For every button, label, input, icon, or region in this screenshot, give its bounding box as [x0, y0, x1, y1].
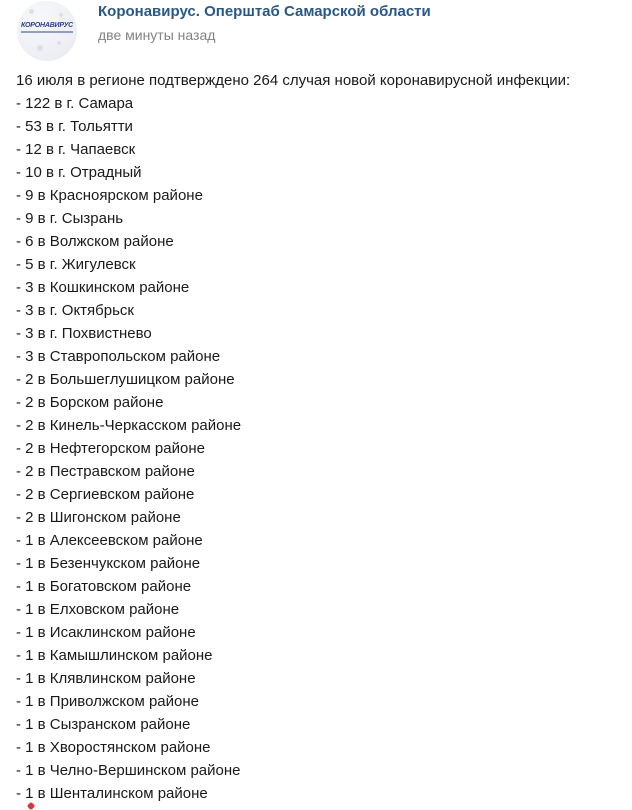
- case-list-item: - 3 в г. Октябрьск: [16, 302, 134, 319]
- case-list: [16, 92, 632, 805]
- case-list-item: - 3 в Ставропольском районе: [16, 348, 221, 365]
- case-list-item: - 1 в Безенчукском районе: [16, 555, 201, 572]
- case-list-item: - 1 в Камышлинском районе: [16, 647, 213, 664]
- case-list-item: - 2 в Большеглушицком районе: [16, 371, 235, 388]
- case-list-item: - 9 в г. Сызрань: [16, 210, 124, 227]
- avatar-decor: [29, 9, 34, 14]
- case-list-item: - 9 в Красноярском районе: [16, 187, 203, 204]
- case-list-item: - 1 в Богатовском районе: [16, 578, 192, 595]
- case-list-item: - 1 в Исаклинском районе: [16, 624, 196, 641]
- case-list-item: - 2 в Пестравском районе: [16, 463, 195, 480]
- case-list-item: - 1 в Приволжском районе: [16, 693, 199, 710]
- case-list-item: - 1 в Сызранском районе: [16, 716, 191, 733]
- case-list-item: - 10 в г. Отрадный: [16, 164, 142, 181]
- case-list-item: - 2 в Борском районе: [16, 394, 164, 411]
- case-list-item: - 1 в Клявлинском районе: [16, 670, 196, 687]
- case-list-item: - 12 в г. Чапаевск: [16, 141, 136, 158]
- case-list-item: - 3 в Кошкинском районе: [16, 279, 190, 296]
- case-list-item: - 1 в Елховском районе: [16, 601, 180, 618]
- case-list-item: - 5 в г. Жигулевск: [16, 256, 136, 273]
- case-list-item: - 53 в г. Тольятти: [16, 118, 133, 135]
- avatar[interactable]: [17, 1, 77, 61]
- avatar-decor: [57, 41, 61, 45]
- post-intro: 16 июля в регионе подтверждено 264 случая новой коронавирусной инфекции:: [16, 72, 571, 89]
- case-list-item: - 122 в г. Самара: [16, 95, 134, 112]
- avatar-logo-text: КОРОНАВИРУС: [21, 22, 73, 29]
- post-text: [16, 69, 632, 805]
- post-header: [0, 0, 632, 62]
- avatar-decor: [59, 13, 63, 17]
- case-list-item: - 2 в Шигонском районе: [16, 509, 181, 526]
- avatar-logo-subline: [21, 31, 73, 33]
- case-list-item: - 3 в г. Похвистнево: [16, 325, 152, 342]
- case-list-item: - 1 в Челно-Вершинском районе: [16, 762, 241, 779]
- case-list-item: - 2 в Нефтегорском районе: [16, 440, 205, 457]
- case-list-item: - 1 в Алексеевском районе: [16, 532, 203, 549]
- case-list-item: - 1 в Хворостянском районе: [16, 739, 211, 756]
- avatar-decor: [37, 45, 43, 51]
- post-timestamp-link[interactable]: две минуты назад: [98, 27, 216, 43]
- case-list-item: - 2 в Сергиевском районе: [16, 486, 195, 503]
- author-name-link[interactable]: Коронавирус. Оперштаб Самарской области: [98, 3, 431, 20]
- case-list-item: - 2 в Кинель-Черкасском районе: [16, 417, 242, 434]
- case-list-item: - 1 в Шенталинском районе: [16, 785, 208, 802]
- case-list-item: - 6 в Волжском районе: [16, 233, 174, 250]
